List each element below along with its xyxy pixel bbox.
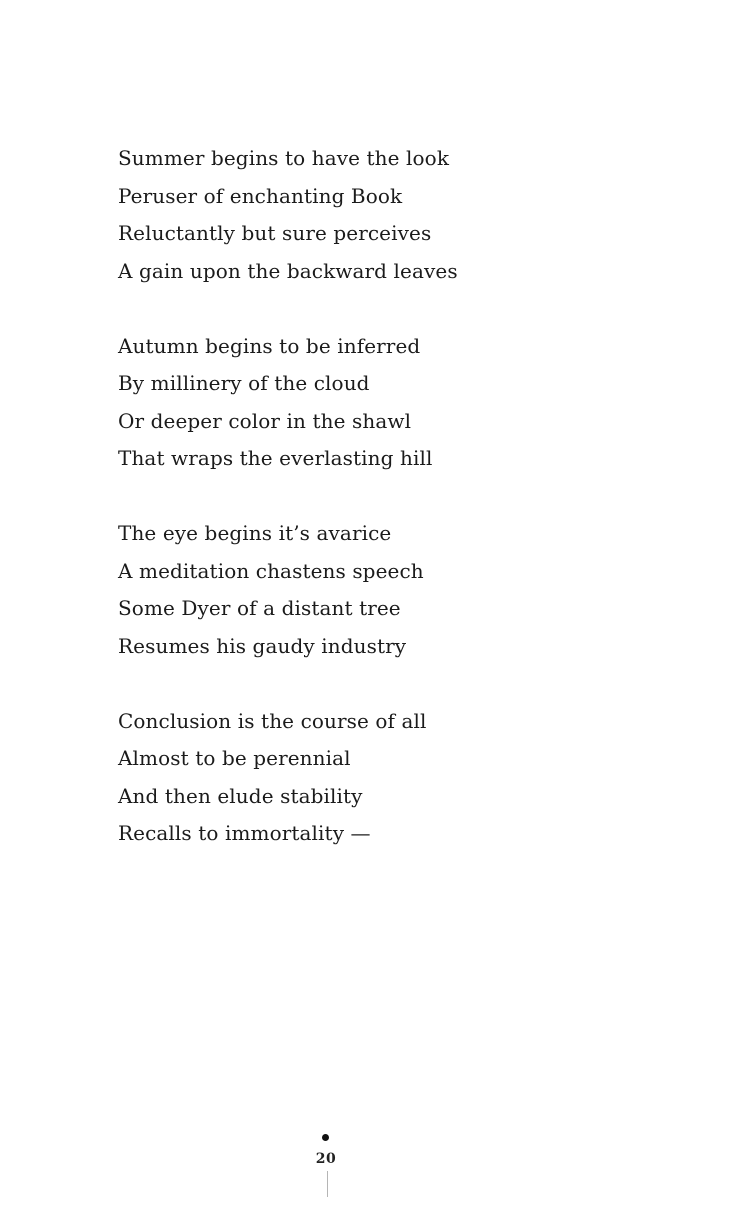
poem-line: Or deeper color in the shawl xyxy=(118,408,412,433)
poem-line: The eye begins it’s avarice xyxy=(118,521,392,545)
stanza-3 xyxy=(118,515,678,665)
poem-line: Reluctantly but sure perceives xyxy=(118,221,432,245)
poem-line: Almost to be perennial xyxy=(118,746,351,770)
poem-line: Resumes his gaudy industry xyxy=(118,633,407,658)
poem-line: A meditation chastens speech xyxy=(118,558,424,583)
poem-line: That wraps the everlasting hill xyxy=(118,446,433,470)
stanza-1 xyxy=(118,140,678,290)
poem-line: By millinery of the cloud xyxy=(118,371,370,395)
poem-line: Some Dyer of a distant tree xyxy=(118,596,401,620)
poem-line: Recalls to immortality — xyxy=(118,821,371,845)
poem-line: Conclusion is the course of all xyxy=(118,708,427,733)
stanza-4 xyxy=(118,703,678,853)
footer-dot-ornament xyxy=(322,1134,329,1141)
poem-line: Peruser of enchanting Book xyxy=(118,183,403,208)
footer-vertical-rule xyxy=(327,1171,328,1197)
poem-text xyxy=(118,140,678,890)
poem-line: Autumn begins to be inferred xyxy=(118,333,421,358)
poem-line: And then elude stability xyxy=(118,783,363,808)
poem-line: A gain upon the backward leaves xyxy=(118,258,458,283)
stanza-2 xyxy=(118,328,678,478)
page-number: 20 xyxy=(315,1151,337,1167)
poem-line: Summer begins to have the look xyxy=(118,146,450,170)
